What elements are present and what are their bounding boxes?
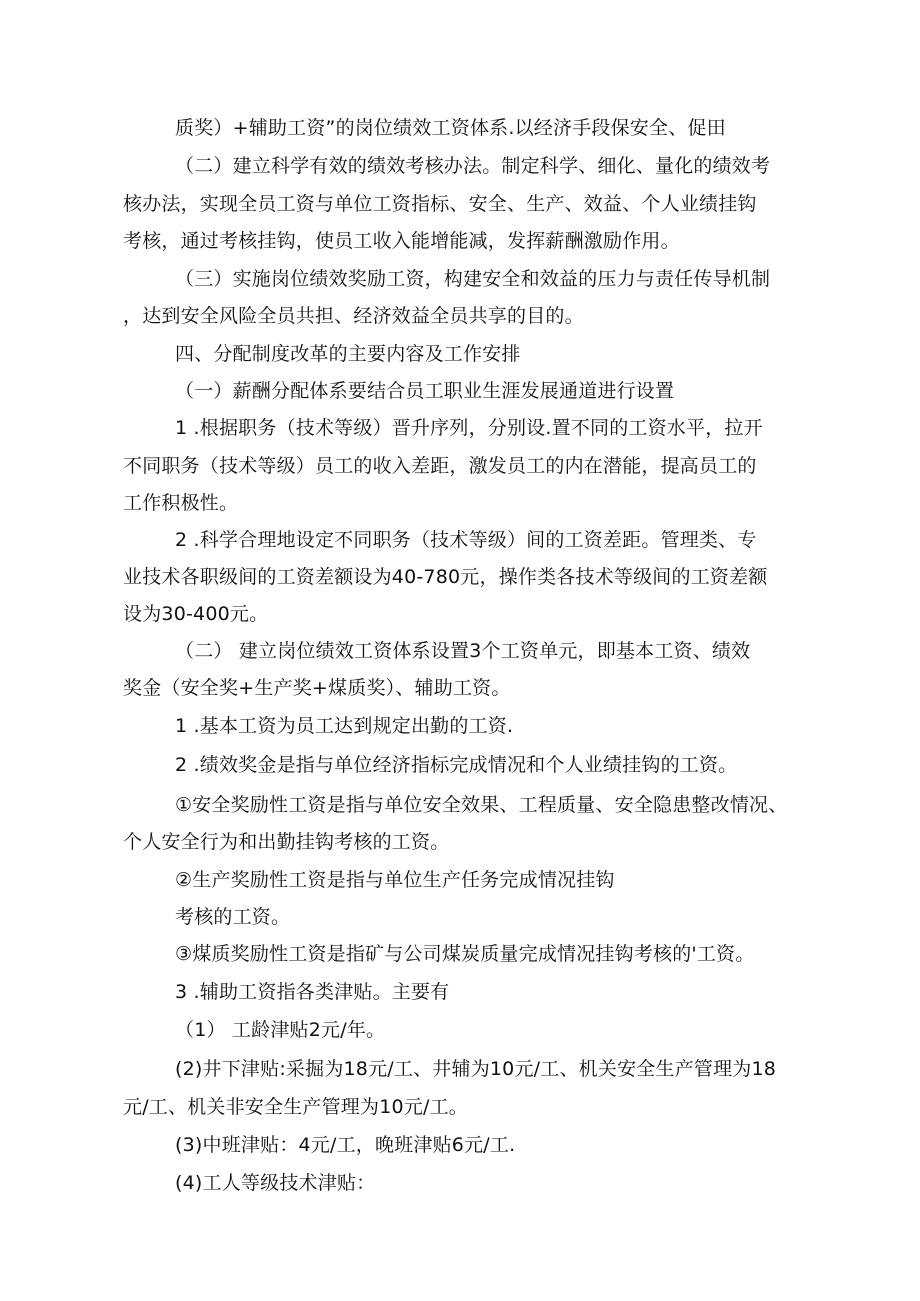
paragraph-line-22: 考核的工资。 [175,906,291,928]
paragraph-line-24: 3 .辅助工资指各类津贴。主要有 [175,981,450,1003]
paragraph-line-14: 设为30-400元。 [123,603,269,625]
paragraph-line-5: （三）实施岗位绩效奖励工资，构建安全和效益的压力与责任传导机制 [175,268,771,290]
section-heading-4: 四、分配制度改革的主要内容及工作安排 [175,343,521,365]
paragraph-line-6: ，达到安全风险全员共担、经济效益全员共享的目的。 [123,305,584,327]
paragraph-line-27: 元/工、机关非安全生产管理为10元/工。 [123,1096,468,1118]
paragraph-line-29: (4)工人等级技术津贴： [175,1172,376,1194]
paragraph-line-26: (2)井下津贴:采掘为18元/工、井辅为10元/工、机关安全生产管理为18 [175,1058,777,1080]
paragraph-line-20: 个人安全行为和出勤挂钩考核的工资。 [123,831,450,853]
paragraph-line-28: (3)中班津贴：4元/工，晚班津贴6元/工. [175,1134,516,1156]
subsection-heading-2: （二） 建立岗位绩效工资体系设置3个工资单元，即基本工资、绩效 [175,640,751,662]
paragraph-line-13: 业技术各职级间的工资差额设为40-780元，操作类各技术等级间的工资差额 [123,566,768,588]
paragraph-line-18: 2 .绩效奖金是指与单位经济指标完成情况和个人业绩挂钩的工资。 [175,754,738,776]
paragraph-line-17: 1 .基本工资为员工达到规定出勤的工资. [175,715,514,737]
paragraph-line-12: 2 .科学合理地设定不同职务（技术等级）间的工资差距。管理类、专 [175,529,757,551]
paragraph-line-21: ②生产奖励性工资是指与单位生产任务完成情况挂钩 [175,869,615,891]
paragraph-line-16: 奖金（安全奖+生产奖+煤质奖）、辅助工资。 [123,677,511,699]
paragraph-line-11: 工作积极性。 [123,492,239,514]
subsection-heading-1: （一）薪酬分配体系要结合员工职业生涯发展通道进行设置 [175,380,675,402]
paragraph-line-23: ③煤质奖励性工资是指矿与公司煤炭质量完成情况挂钩考核的'工资。 [175,943,755,965]
paragraph-line-9: 1 .根据职务（技术等级）晋升序列，分别设.置不同的工资水平，拉开 [175,417,763,439]
paragraph-line-3: 核办法，实现全员工资与单位工资指标、安全、生产、效益、个人业绩挂钩 [123,193,757,215]
paragraph-line-1: 质奖）+辅助工资”的岗位绩效工资体系.以经济手段保安全、促田 [175,117,726,139]
paragraph-line-2: （二）建立科学有效的绩效考核办法。制定科学、细化、量化的绩效考 [175,155,771,177]
paragraph-line-25: （1） 工龄津贴2元/年。 [175,1019,386,1041]
paragraph-line-4: 考核，通过考核挂钩，使员工收入能增能减，发挥薪酬激励作用。 [123,230,680,252]
paragraph-line-19: ①安全奖励性工资是指与单位安全效果、工程质量、安全隐患整改情况、 [175,794,788,816]
paragraph-line-10: 不同职务（技术等级）员工的收入差距，激发员工的内在潜能，提高员工的 [123,455,757,477]
